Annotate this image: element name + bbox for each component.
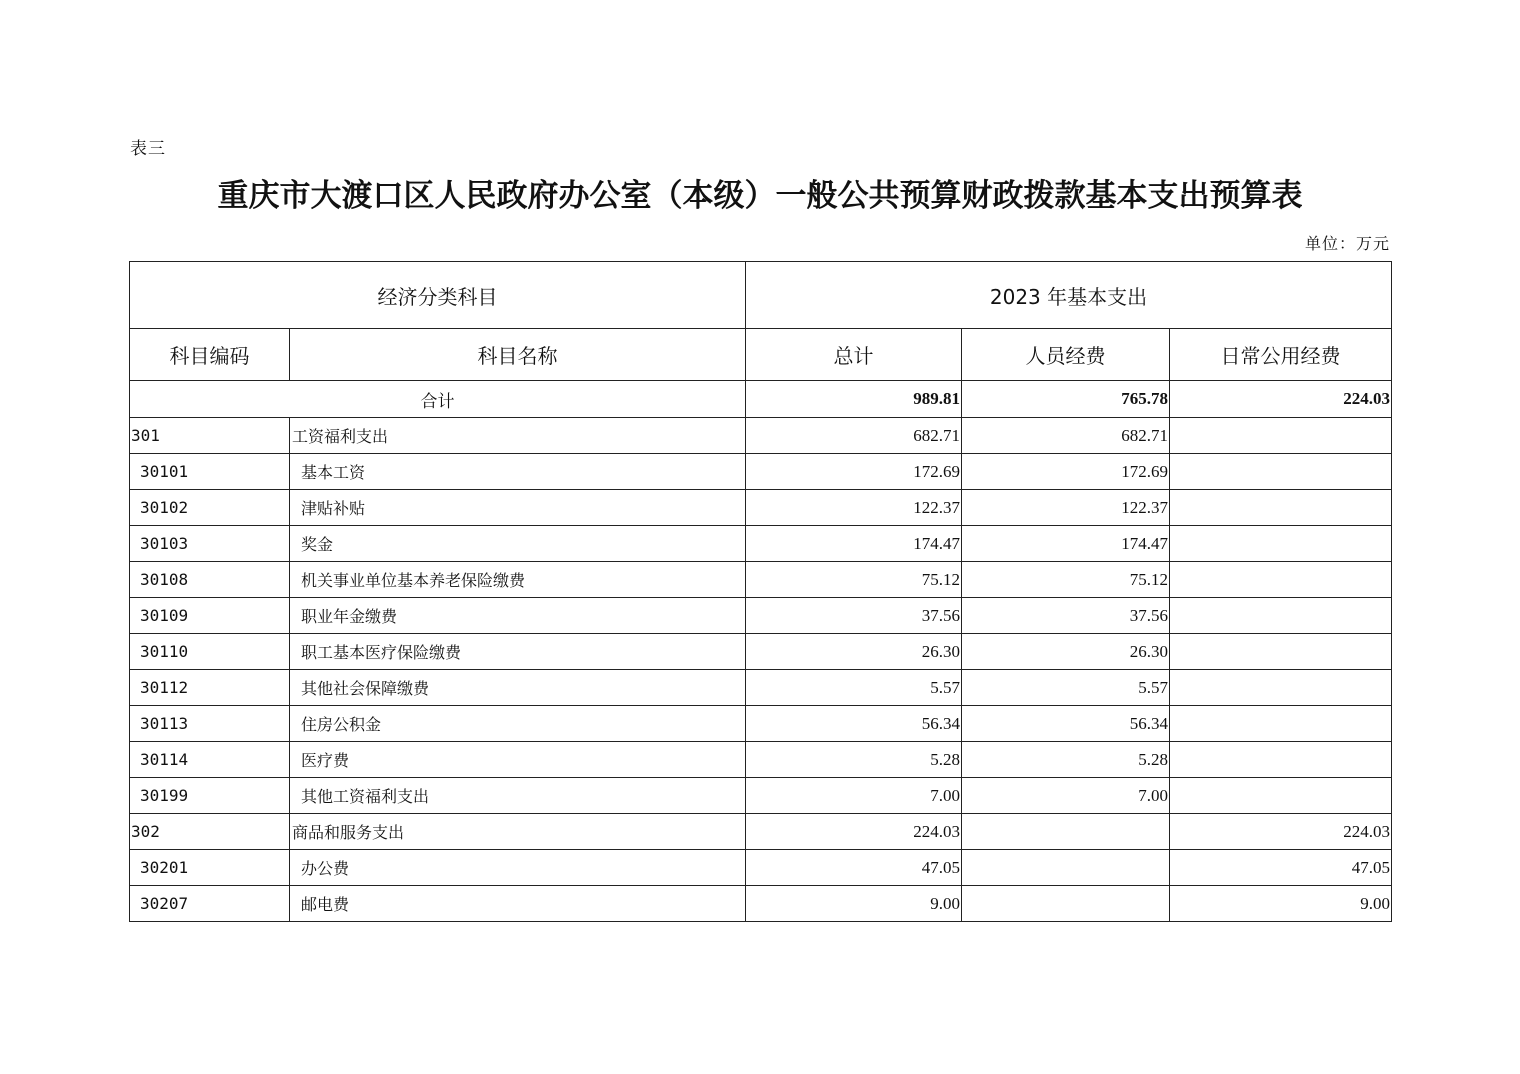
table-row (130, 742, 1392, 778)
cell-total: 174.47 (746, 526, 962, 562)
cell-personnel (962, 850, 1170, 886)
cell-code: 30103 (130, 526, 290, 562)
table-row (130, 670, 1392, 706)
cell-personnel (962, 886, 1170, 922)
table-row (130, 850, 1392, 886)
budget-table (129, 261, 1392, 922)
cell-personnel: 174.47 (962, 526, 1170, 562)
table-body (130, 381, 1392, 922)
column-header-personnel: 人员经费 (962, 329, 1170, 381)
cell-name: 津贴补贴 (290, 490, 746, 526)
cell-code: 30109 (130, 598, 290, 634)
cell-code: 30108 (130, 562, 290, 598)
cell-public (1170, 706, 1392, 742)
cell-name: 商品和服务支出 (290, 814, 746, 850)
table-row (130, 886, 1392, 922)
cell-code: 30114 (130, 742, 290, 778)
total-cell-personnel: 765.78 (962, 381, 1170, 418)
cell-name: 职工基本医疗保险缴费 (290, 634, 746, 670)
cell-code: 30207 (130, 886, 290, 922)
total-cell-total: 989.81 (746, 381, 962, 418)
cell-public (1170, 778, 1392, 814)
cell-total: 9.00 (746, 886, 962, 922)
cell-public (1170, 670, 1392, 706)
cell-name: 基本工资 (290, 454, 746, 490)
column-header-total: 总计 (746, 329, 962, 381)
table-row (130, 598, 1392, 634)
cell-personnel: 7.00 (962, 778, 1170, 814)
cell-code: 30101 (130, 454, 290, 490)
unit-label: 单位：万元 (1304, 234, 1390, 253)
header-basic-expenditure: 2023 年基本支出 (746, 262, 1392, 329)
cell-total: 37.56 (746, 598, 962, 634)
cell-public (1170, 418, 1392, 454)
table-row (130, 418, 1392, 454)
cell-public (1170, 598, 1392, 634)
total-label: 合计 (130, 381, 746, 418)
cell-public: 47.05 (1170, 850, 1392, 886)
cell-personnel: 75.12 (962, 562, 1170, 598)
cell-personnel: 37.56 (962, 598, 1170, 634)
page-title: 重庆市大渡口区人民政府办公室（本级）一般公共预算财政拨款基本支出预算表 (217, 178, 1303, 214)
column-header-public: 日常公用经费 (1170, 329, 1392, 381)
table-row (130, 778, 1392, 814)
cell-personnel: 682.71 (962, 418, 1170, 454)
table-row (130, 814, 1392, 850)
cell-personnel: 5.57 (962, 670, 1170, 706)
cell-public: 224.03 (1170, 814, 1392, 850)
total-cell-public: 224.03 (1170, 381, 1392, 418)
cell-code: 30199 (130, 778, 290, 814)
cell-total: 47.05 (746, 850, 962, 886)
table-row (130, 526, 1392, 562)
cell-total: 122.37 (746, 490, 962, 526)
cell-name: 其他工资福利支出 (290, 778, 746, 814)
cell-name: 邮电费 (290, 886, 746, 922)
table-row (130, 634, 1392, 670)
header-row-group (130, 262, 1392, 329)
cell-total: 56.34 (746, 706, 962, 742)
total-row (130, 381, 1392, 418)
cell-code: 30113 (130, 706, 290, 742)
cell-personnel (962, 814, 1170, 850)
cell-personnel: 122.37 (962, 490, 1170, 526)
cell-total: 682.71 (746, 418, 962, 454)
cell-name: 奖金 (290, 526, 746, 562)
table-row (130, 454, 1392, 490)
cell-total: 7.00 (746, 778, 962, 814)
cell-code: 30201 (130, 850, 290, 886)
cell-total: 5.57 (746, 670, 962, 706)
cell-name: 办公费 (290, 850, 746, 886)
cell-public (1170, 634, 1392, 670)
cell-personnel: 26.30 (962, 634, 1170, 670)
cell-name: 住房公积金 (290, 706, 746, 742)
cell-code: 302 (130, 814, 290, 850)
table-row (130, 562, 1392, 598)
column-header-name: 科目名称 (290, 329, 746, 381)
table-row (130, 706, 1392, 742)
table-label: 表三 (130, 139, 166, 159)
cell-code: 30102 (130, 490, 290, 526)
cell-public: 9.00 (1170, 886, 1392, 922)
cell-total: 172.69 (746, 454, 962, 490)
cell-name: 工资福利支出 (290, 418, 746, 454)
cell-public (1170, 454, 1392, 490)
cell-total: 26.30 (746, 634, 962, 670)
cell-total: 224.03 (746, 814, 962, 850)
cell-code: 30110 (130, 634, 290, 670)
cell-total: 5.28 (746, 742, 962, 778)
cell-public (1170, 526, 1392, 562)
cell-name: 其他社会保障缴费 (290, 670, 746, 706)
cell-public (1170, 562, 1392, 598)
header-row-columns (130, 329, 1392, 381)
cell-personnel: 172.69 (962, 454, 1170, 490)
cell-name: 机关事业单位基本养老保险缴费 (290, 562, 746, 598)
table-row (130, 490, 1392, 526)
header-economic-category: 经济分类科目 (130, 262, 746, 329)
cell-personnel: 5.28 (962, 742, 1170, 778)
cell-public (1170, 490, 1392, 526)
cell-code: 30112 (130, 670, 290, 706)
cell-total: 75.12 (746, 562, 962, 598)
cell-code: 301 (130, 418, 290, 454)
cell-personnel: 56.34 (962, 706, 1170, 742)
cell-name: 职业年金缴费 (290, 598, 746, 634)
cell-public (1170, 742, 1392, 778)
column-header-code: 科目编码 (130, 329, 290, 381)
cell-name: 医疗费 (290, 742, 746, 778)
